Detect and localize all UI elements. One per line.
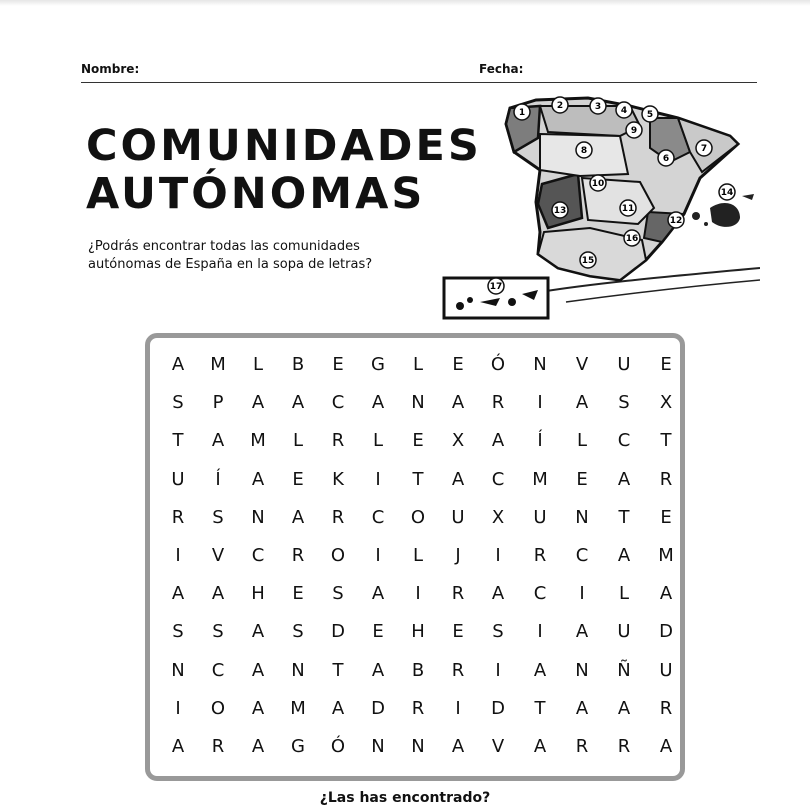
map-marker-5 — [642, 106, 658, 122]
instructions: ¿Podrás encontrar todas las comunidades autónomas de España en la sopa de letras? — [88, 239, 373, 272]
map-number-14: 14 — [720, 188, 734, 198]
grid-letter[interactable]: S — [292, 621, 304, 643]
grid-letter[interactable]: A — [211, 583, 225, 605]
title-line-2: AUTÓNOMAS — [86, 169, 426, 219]
grid-letter[interactable]: D — [491, 697, 505, 719]
grid-letter[interactable]: R — [291, 544, 305, 566]
nombre-label: Nombre: — [81, 62, 140, 76]
grid-letter[interactable]: A — [251, 659, 265, 681]
map-number-1: 1 — [518, 108, 526, 118]
grid-letter[interactable]: I — [415, 583, 421, 605]
grid-letter[interactable]: R — [171, 506, 185, 528]
grid-letter[interactable]: Í — [537, 430, 543, 452]
grid-letter[interactable]: C — [251, 544, 265, 566]
grid-letter[interactable]: U — [617, 354, 631, 375]
grid-letter[interactable]: N — [575, 659, 589, 681]
grid-letter[interactable]: A — [371, 659, 385, 681]
grid-letter[interactable]: E — [452, 621, 464, 643]
grid-letter[interactable]: C — [617, 430, 631, 452]
grid-letter[interactable]: I — [495, 659, 501, 681]
grid-letter[interactable]: Ó — [490, 354, 506, 375]
grid-letter[interactable]: Ó — [330, 735, 346, 757]
grid-letter[interactable]: A — [575, 697, 589, 719]
grid-letter[interactable]: M — [290, 697, 306, 719]
map-number-7: 7 — [700, 144, 708, 154]
grid-letter[interactable]: S — [212, 506, 224, 528]
grid-letter[interactable]: D — [371, 697, 385, 719]
grid-letter[interactable]: S — [212, 621, 224, 643]
grid-letter[interactable]: E — [292, 468, 304, 490]
grid-letter[interactable]: U — [659, 659, 673, 681]
grid-letter[interactable]: C — [331, 392, 345, 414]
map-marker-6 — [658, 150, 674, 166]
grid-letter[interactable]: M — [658, 544, 674, 566]
grid-letter[interactable]: R — [451, 583, 465, 605]
grid-letter[interactable]: R — [659, 697, 673, 719]
grid-letter[interactable]: B — [411, 659, 425, 681]
grid-letter[interactable]: R — [575, 735, 589, 757]
grid-letter[interactable]: I — [455, 697, 461, 719]
grid-letter[interactable]: T — [332, 659, 344, 681]
grid-letter[interactable]: G — [291, 735, 305, 757]
grid-letter[interactable]: N — [291, 659, 305, 681]
name-date-line — [81, 82, 757, 83]
grid-letter[interactable]: L — [372, 430, 384, 452]
grid-letter[interactable]: S — [618, 392, 630, 414]
grid-letter[interactable]: L — [292, 430, 304, 452]
grid-letter[interactable]: A — [371, 392, 385, 414]
map-marker-10 — [590, 175, 606, 191]
grid-letter[interactable]: E — [412, 430, 424, 452]
grid-letter[interactable]: O — [210, 697, 226, 719]
grid-letter[interactable]: A — [251, 621, 265, 643]
grid-letter[interactable]: I — [537, 621, 543, 643]
footer-question: ¿Las has encontrado? — [319, 790, 491, 806]
map-marker-9 — [626, 122, 642, 138]
spain-map — [440, 92, 760, 324]
grid-letter[interactable]: Ñ — [617, 659, 631, 681]
map-marker-11 — [620, 200, 636, 216]
grid-letter[interactable]: E — [452, 354, 464, 375]
map-marker-14 — [719, 184, 735, 200]
grid-letter[interactable]: R — [617, 735, 631, 757]
grid-letter[interactable]: T — [618, 506, 630, 528]
grid-letter[interactable]: E — [660, 354, 672, 375]
grid-letter[interactable]: O — [410, 506, 426, 528]
grid-letter[interactable]: J — [455, 544, 461, 566]
map-marker-7 — [696, 140, 712, 156]
grid-letter[interactable]: H — [411, 621, 425, 643]
grid-letter[interactable]: G — [371, 354, 385, 375]
grid-letter[interactable]: R — [331, 506, 345, 528]
map-marker-13 — [552, 202, 568, 218]
map-marker-4 — [616, 102, 632, 118]
grid-letter[interactable]: V — [211, 544, 225, 566]
grid-letter[interactable]: A — [491, 430, 505, 452]
grid-letter[interactable]: A — [251, 468, 265, 490]
grid-letter[interactable]: I — [375, 468, 381, 490]
grid-letter[interactable]: L — [252, 354, 264, 375]
grid-letter[interactable]: N — [411, 735, 425, 757]
grid-letter[interactable]: B — [291, 354, 305, 375]
grid-letter[interactable]: T — [660, 430, 672, 452]
grid-letter[interactable]: U — [171, 468, 185, 490]
map-number-3: 3 — [594, 102, 602, 112]
grid-letter[interactable]: N — [371, 735, 385, 757]
grid-letter[interactable]: A — [617, 468, 631, 490]
grid-letter[interactable]: N — [411, 392, 425, 414]
grid-letter[interactable]: A — [575, 392, 589, 414]
grid-letter[interactable]: K — [332, 468, 344, 490]
grid-letter[interactable]: A — [617, 544, 631, 566]
map-number-6: 6 — [662, 154, 670, 164]
map-number-2: 2 — [556, 101, 564, 111]
map-marker-8 — [576, 142, 592, 158]
grid-letter[interactable]: A — [371, 583, 385, 605]
grid-letter[interactable]: C — [371, 506, 385, 528]
grid-letter[interactable]: L — [618, 583, 630, 605]
map-marker-12 — [668, 212, 684, 228]
word-search-grid — [145, 333, 685, 781]
grid-letter[interactable]: L — [576, 430, 588, 452]
map-number-5: 5 — [646, 110, 654, 120]
grid-letter[interactable]: A — [533, 735, 547, 757]
grid-letter[interactable]: I — [175, 544, 181, 566]
grid-letter[interactable]: M — [210, 354, 226, 375]
grid-letter[interactable]: A — [251, 697, 265, 719]
grid-letter[interactable]: A — [533, 659, 547, 681]
grid-letter[interactable]: R — [533, 544, 547, 566]
grid-letter[interactable]: A — [291, 506, 305, 528]
grid-letter[interactable]: C — [211, 659, 225, 681]
grid-letter[interactable]: A — [659, 583, 673, 605]
map-number-15: 15 — [581, 256, 595, 266]
grid-letter[interactable]: X — [491, 506, 505, 528]
grid-letter[interactable]: A — [171, 354, 185, 375]
grid-letter[interactable]: V — [575, 354, 589, 375]
map-number-12: 12 — [669, 216, 683, 226]
grid-letter[interactable]: T — [534, 697, 546, 719]
grid-letter[interactable]: A — [659, 735, 673, 757]
grid-letter[interactable]: T — [412, 468, 424, 490]
map-marker-17 — [488, 278, 504, 294]
grid-letter[interactable]: R — [659, 468, 673, 490]
grid-letter[interactable]: U — [533, 506, 547, 528]
grid-letter[interactable]: C — [575, 544, 589, 566]
grid-letter[interactable]: A — [331, 697, 345, 719]
grid-letter[interactable]: E — [576, 468, 588, 490]
grid-letter[interactable]: S — [172, 621, 184, 643]
grid-letter[interactable]: A — [451, 468, 465, 490]
grid-letter[interactable]: Í — [215, 468, 221, 490]
grid-letter[interactable]: P — [212, 392, 224, 414]
grid-letter[interactable]: S — [172, 392, 184, 414]
grid-letter[interactable]: A — [291, 392, 305, 414]
grid-letter[interactable]: N — [171, 659, 185, 681]
grid-letter[interactable]: A — [171, 583, 185, 605]
grid-letter[interactable]: L — [412, 544, 424, 566]
grid-letter[interactable]: U — [451, 506, 465, 528]
grid-letter[interactable]: D — [659, 621, 673, 643]
grid-letter[interactable]: A — [171, 735, 185, 757]
grid-letter[interactable]: A — [211, 430, 225, 452]
grid-letter[interactable]: T — [172, 430, 184, 452]
map-marker-16 — [624, 230, 640, 246]
grid-letter[interactable]: I — [495, 544, 501, 566]
grid-letter[interactable]: R — [211, 735, 225, 757]
grid-letter[interactable]: S — [332, 583, 344, 605]
grid-letter[interactable]: A — [451, 392, 465, 414]
grid-letter[interactable]: I — [537, 392, 543, 414]
grid-letter[interactable]: A — [617, 697, 631, 719]
grid-letter[interactable]: S — [492, 621, 504, 643]
grid-letter[interactable]: N — [575, 506, 589, 528]
grid-letter[interactable]: A — [251, 735, 265, 757]
map-number-17: 17 — [489, 282, 503, 292]
top-shadow — [0, 0, 810, 6]
map-number-8: 8 — [580, 146, 588, 156]
grid-letter[interactable]: A — [491, 583, 505, 605]
map-marker-15 — [580, 252, 596, 268]
map-number-16: 16 — [625, 234, 639, 244]
grid-letter[interactable]: V — [491, 735, 505, 757]
grid-letter[interactable]: O — [330, 544, 346, 566]
grid-letter[interactable]: A — [251, 392, 265, 414]
grid-letter[interactable]: E — [332, 354, 344, 375]
grid-letter[interactable]: I — [175, 697, 181, 719]
grid-letter[interactable]: R — [491, 392, 505, 414]
map-number-13: 13 — [553, 206, 567, 216]
grid-letter[interactable]: E — [372, 621, 384, 643]
grid-letter[interactable]: C — [533, 583, 547, 605]
map-marker-1 — [514, 104, 530, 120]
map-number-10: 10 — [591, 179, 605, 189]
grid-letter[interactable]: H — [251, 583, 265, 605]
grid-letter[interactable]: M — [532, 468, 548, 490]
grid-letter[interactable]: U — [617, 621, 631, 643]
grid-letter[interactable]: M — [250, 430, 266, 452]
grid-letter[interactable]: A — [451, 735, 465, 757]
grid-letter[interactable]: E — [292, 583, 304, 605]
grid-letter[interactable]: A — [575, 621, 589, 643]
grid-letter[interactable]: D — [331, 621, 345, 643]
grid-letter[interactable]: N — [251, 506, 265, 528]
grid-letter[interactable]: X — [659, 392, 673, 414]
title-line-1: COMUNIDADES — [86, 121, 482, 171]
grid-letter[interactable]: R — [411, 697, 425, 719]
map-marker-2 — [552, 97, 568, 113]
map-number-11: 11 — [621, 204, 635, 214]
grid-letter[interactable]: L — [412, 354, 424, 375]
map-number-4: 4 — [620, 106, 628, 116]
grid-letter[interactable]: N — [533, 354, 547, 375]
grid-letter[interactable]: I — [579, 583, 585, 605]
fecha-label: Fecha: — [479, 62, 524, 76]
grid-letter[interactable]: X — [451, 430, 465, 452]
grid-letter[interactable]: I — [375, 544, 381, 566]
map-marker-3 — [590, 98, 606, 114]
grid-letter[interactable]: E — [660, 506, 672, 528]
map-number-9: 9 — [630, 126, 638, 136]
grid-letter[interactable]: C — [491, 468, 505, 490]
grid-letter[interactable]: R — [451, 659, 465, 681]
grid-letter[interactable]: R — [331, 430, 345, 452]
page-title — [86, 122, 482, 218]
